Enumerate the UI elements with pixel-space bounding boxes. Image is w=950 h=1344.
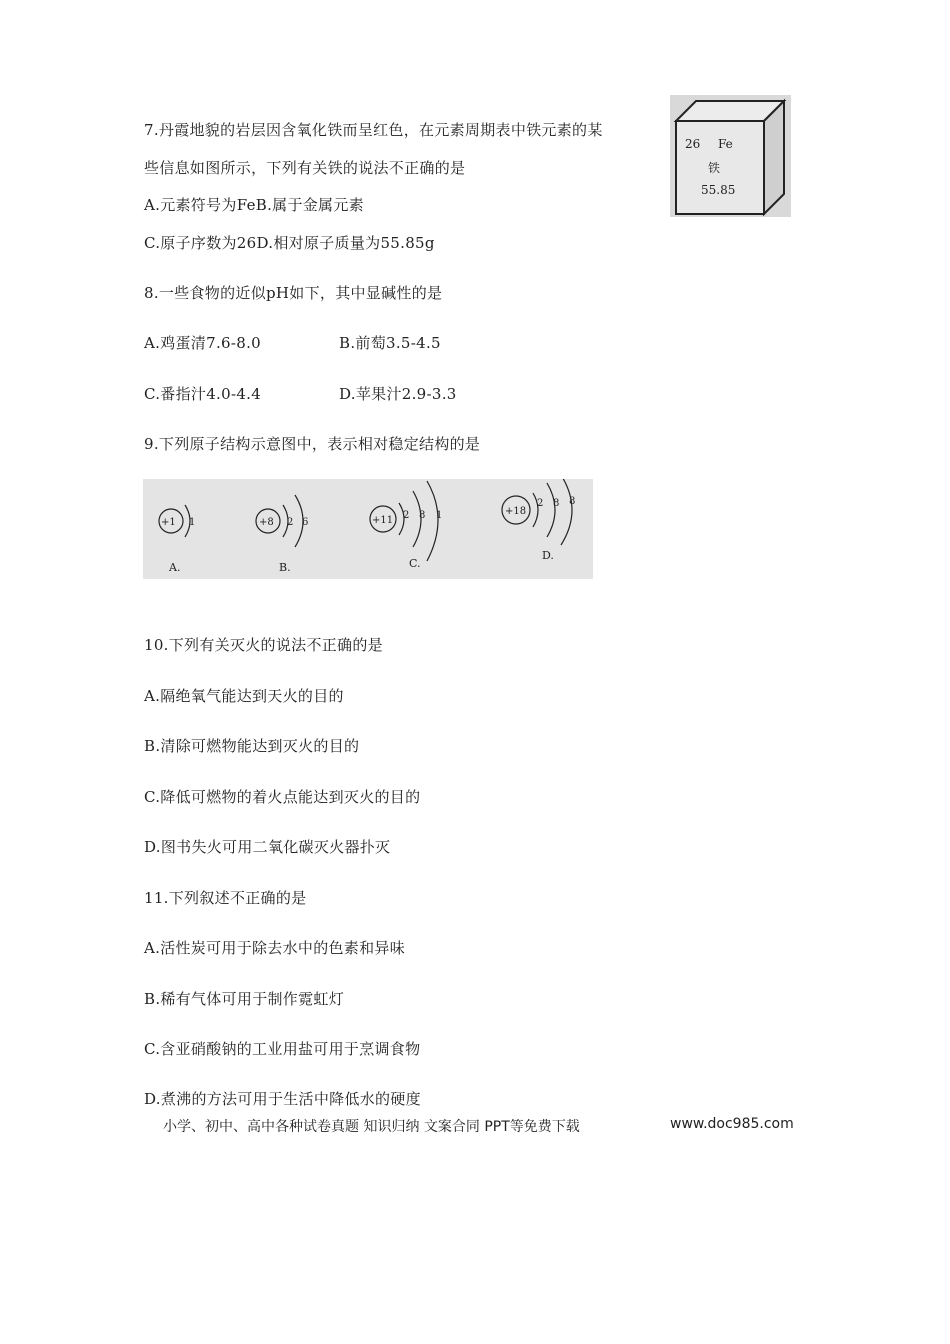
label-a: A. xyxy=(169,561,181,574)
shell-c-3: 1 xyxy=(436,510,443,521)
q11-option-a: A.活性炭可用于除去水中的色素和异味 xyxy=(144,939,406,957)
q7-options-cd: C.原子序数为26D.相对原子质量为55.85g xyxy=(144,234,435,252)
atom-diagram-b xyxy=(256,495,308,574)
atomic-number: 26 xyxy=(685,137,701,151)
nucleus-c: +11 xyxy=(372,515,394,526)
q8-option-d: D.苹果汁2.9-3.3 xyxy=(339,385,457,403)
q11-option-d: D.煮沸的方法可用于生活中降低水的硬度 xyxy=(144,1090,421,1108)
element-name: 铁 xyxy=(708,161,721,175)
q10-option-c: C.降低可燃物的着火点能达到灭火的目的 xyxy=(144,788,421,806)
shell-d-3: 8 xyxy=(569,496,576,507)
q10-option-b: B.清除可燃物能达到灭火的目的 xyxy=(144,737,360,755)
iron-element-figure xyxy=(670,95,791,217)
q9-stem: 9.下列原子结构示意图中，表示相对稳定结构的是 xyxy=(144,435,481,453)
q8-option-b: B.前萄3.5-4.5 xyxy=(339,334,441,352)
atom-diagram-c xyxy=(370,481,442,570)
q7-stem-line1: 7.丹霞地貌的岩层因含氧化铁而呈红色，在元素周期表中铁元素的某 xyxy=(144,121,603,139)
shell-a-1: 1 xyxy=(189,517,196,528)
q7-options-ab: A.元素符号为FeB.属于金属元素 xyxy=(144,196,364,214)
label-d: D. xyxy=(542,549,554,562)
nucleus-d: +18 xyxy=(505,506,527,517)
shell-d-1: 2 xyxy=(537,498,544,509)
atom-diagram-d xyxy=(502,479,575,562)
shell-d-2: 8 xyxy=(553,498,560,509)
q8-option-a: A.鸡蛋清7.6-8.0 xyxy=(144,334,261,352)
nucleus-a: +1 xyxy=(161,517,176,528)
atom-diagram-a xyxy=(159,505,195,574)
shell-c-2: 8 xyxy=(419,510,426,521)
nucleus-b: +8 xyxy=(259,517,274,528)
shell-c-1: 2 xyxy=(403,510,410,521)
atomic-structure-figure xyxy=(143,479,593,579)
atomic-mass: 55.85 xyxy=(701,183,736,197)
q10-option-d: D.图书失火可用二氧化碳灭火器扑灭 xyxy=(144,838,391,856)
q11-stem: 11.下列叙述不正确的是 xyxy=(144,889,307,907)
label-b: B. xyxy=(279,561,291,574)
q10-stem: 10.下列有关灭火的说法不正确的是 xyxy=(144,636,383,654)
footer-tagline: 小学、初中、高中各种试卷真题 知识归纳 文案合同 PPT等免费下载 xyxy=(163,1119,580,1135)
q8-option-c: C.番指汁4.0-4.4 xyxy=(144,385,262,403)
q11-option-c: C.含亚硝酸钠的工业用盐可用于烹调食物 xyxy=(144,1040,421,1058)
footer-url[interactable]: www.doc985.com xyxy=(670,1116,794,1132)
q8-stem: 8.一些食物的近似pH如下，其中显碱性的是 xyxy=(144,284,443,302)
q10-option-a: A.隔绝氧气能达到天火的目的 xyxy=(144,687,344,705)
q7-stem-line2: 些信息如图所示，下列有关铁的说法不正确的是 xyxy=(144,159,466,177)
element-symbol: Fe xyxy=(718,137,733,151)
label-c: C. xyxy=(409,557,421,570)
shell-b-1: 2 xyxy=(287,517,294,528)
shell-b-2: 6 xyxy=(302,517,309,528)
q11-option-b: B.稀有气体可用于制作霓虹灯 xyxy=(144,990,344,1008)
